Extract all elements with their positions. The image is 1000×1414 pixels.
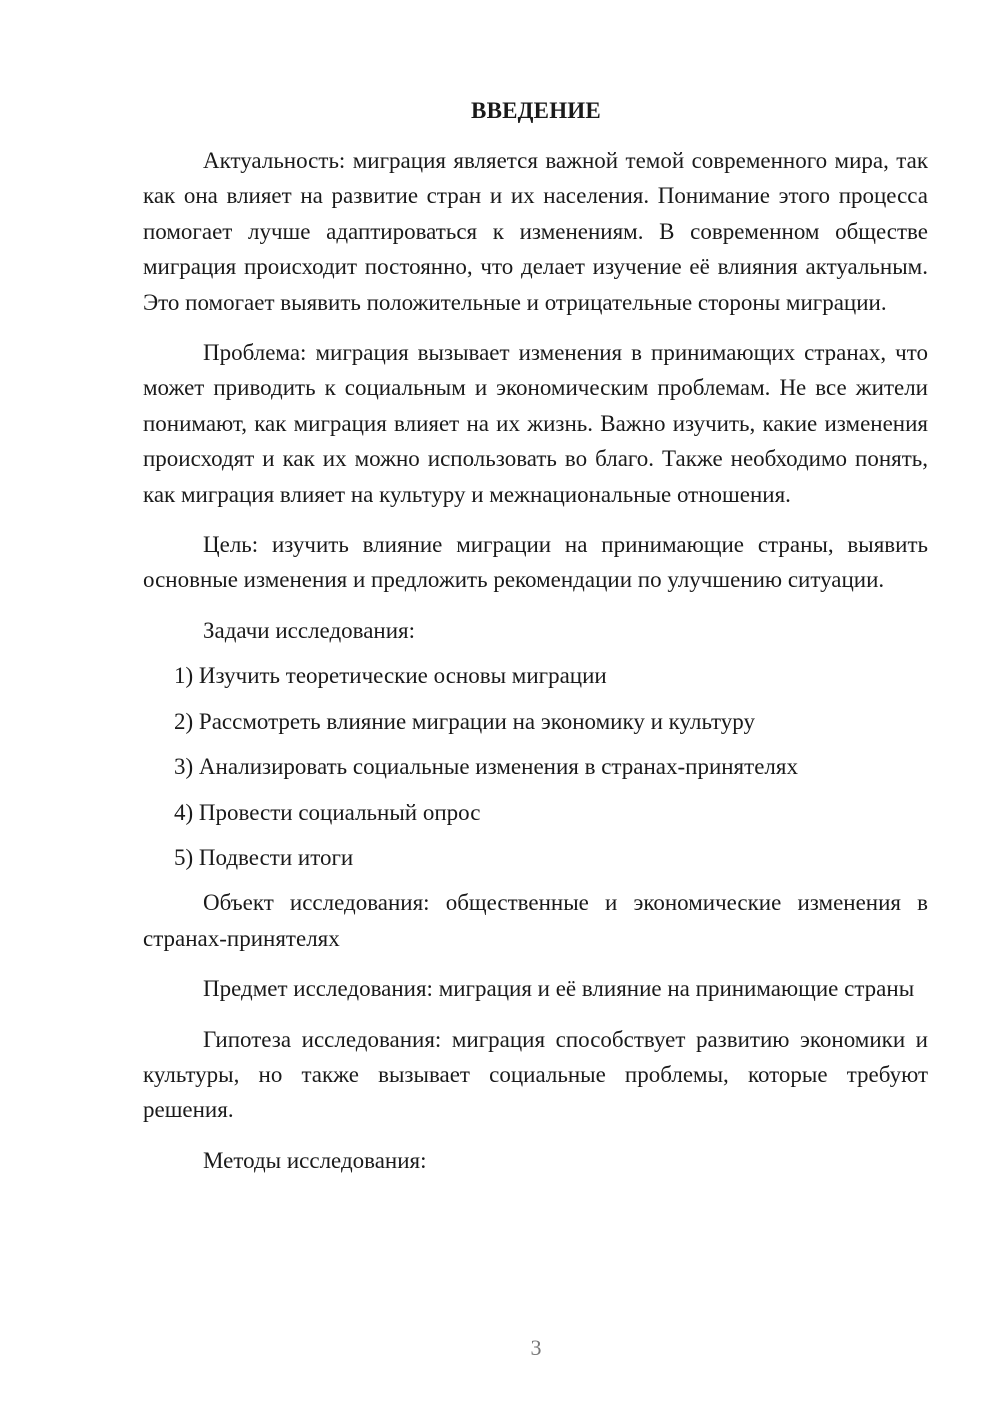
task-item: 3) Анализировать социальные изменения в странах-принятелях	[174, 754, 798, 780]
page-number: 3	[530, 1335, 542, 1360]
task-list	[143, 658, 928, 875]
task-item: 2) Рассмотреть влияние миграции на экономику и культуру	[174, 708, 755, 734]
section-title: ВВЕДЕНИЕ	[471, 98, 601, 123]
paragraph-subject: Предмет исследования: миграция и её влияние на принимающие страны	[203, 976, 915, 1002]
paragraph-relevance: Актуальность: миграция является важной темой современного мира, так как она влияет на развитие стран и их населения. Понимание этого процесса помогает лучше адаптироваться к изменениям. В современном обществе миграция происходит постоянно, что делает изучение её влияния актуальным. Это помогает выявить положительные и отрицательные стороны миграции.	[143, 148, 928, 315]
task-item: 4) Провести социальный опрос	[174, 799, 481, 825]
tasks-heading: Задачи исследования:	[203, 617, 416, 643]
methods-heading: Методы исследования:	[203, 1147, 427, 1173]
page-body	[143, 143, 928, 1188]
paragraph-problem: Проблема: миграция вызывает изменения в принимающих странах, что может приводить к социальным и экономическим проблемам. Не все жители понимают, как миграция влияет на их жизнь. Важно изучить, какие изменения происходят и как их можно использовать во благо. Также необходимо понять, как миграция влияет на культуру и межнациональные отношения.	[143, 340, 928, 507]
paragraph-object: Объект исследования: общественные и экономические изменения в странах-принятелях	[143, 890, 928, 951]
task-item: 5) Подвести итоги	[174, 844, 354, 870]
paragraph-goal: Цель: изучить влияние миграции на принимающие страны, выявить основные изменения и предложить рекомендации по улучшению ситуации.	[143, 532, 928, 593]
paragraph-hypothesis: Гипотеза исследования: миграция способствует развитию экономики и культуры, но также вызывает социальные проблемы, которые требуют решения.	[143, 1026, 928, 1123]
task-item: 1) Изучить теоретические основы миграции	[174, 663, 607, 689]
